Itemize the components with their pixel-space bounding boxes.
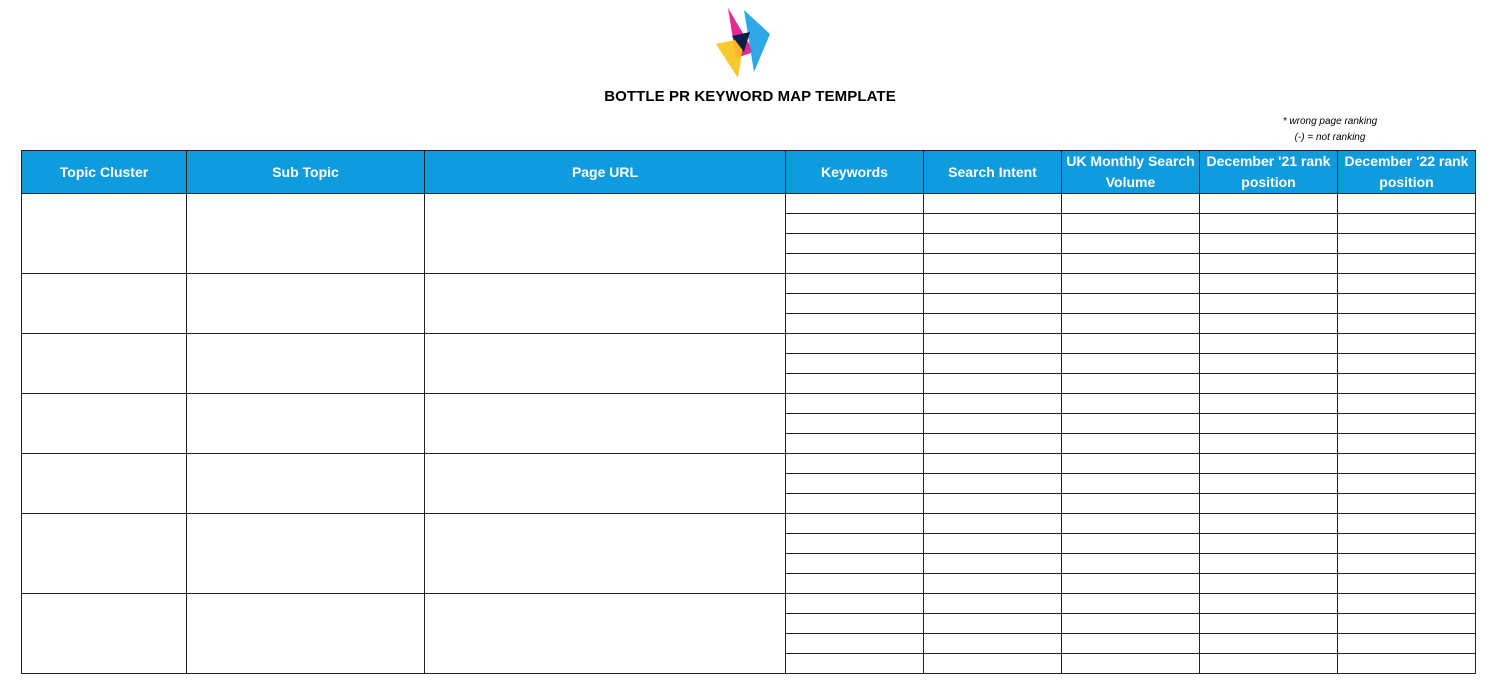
- rank-2021-cell[interactable]: [1200, 314, 1338, 334]
- keyword-cell[interactable]: [786, 454, 924, 474]
- rank-2021-cell[interactable]: [1200, 414, 1338, 434]
- rank-2022-cell[interactable]: [1338, 314, 1476, 334]
- search-volume-cell[interactable]: [1062, 214, 1200, 234]
- search-intent-cell[interactable]: [924, 394, 1062, 414]
- topic-cluster-cell[interactable]: [22, 454, 187, 514]
- header-keywords: Keywords: [786, 151, 924, 194]
- search-intent-cell[interactable]: [924, 294, 1062, 314]
- search-intent-cell[interactable]: [924, 574, 1062, 594]
- rank-2022-cell[interactable]: [1338, 454, 1476, 474]
- search-intent-cell[interactable]: [924, 514, 1062, 534]
- search-volume-cell[interactable]: [1062, 474, 1200, 494]
- rank-2022-cell[interactable]: [1338, 214, 1476, 234]
- rank-2021-cell[interactable]: [1200, 494, 1338, 514]
- rank-2022-cell[interactable]: [1338, 374, 1476, 394]
- header-search-intent: Search Intent: [924, 151, 1062, 194]
- search-volume-cell[interactable]: [1062, 274, 1200, 294]
- search-intent-cell[interactable]: [924, 414, 1062, 434]
- rank-2022-cell[interactable]: [1338, 634, 1476, 654]
- keyword-cell[interactable]: [786, 194, 924, 214]
- sub-topic-cell[interactable]: [187, 334, 425, 394]
- search-volume-cell[interactable]: [1062, 254, 1200, 274]
- rank-2021-cell[interactable]: [1200, 374, 1338, 394]
- keyword-map-table: [21, 150, 1476, 674]
- search-volume-cell[interactable]: [1062, 494, 1200, 514]
- rank-2021-cell[interactable]: [1200, 574, 1338, 594]
- keyword-cell[interactable]: [786, 234, 924, 254]
- search-intent-cell[interactable]: [924, 454, 1062, 474]
- legend-note-wrong-page: * wrong page ranking: [1282, 116, 1378, 127]
- legend-note-not-ranking: (-) = not ranking: [1294, 132, 1366, 143]
- search-intent-cell[interactable]: [924, 194, 1062, 214]
- keyword-cell[interactable]: [786, 534, 924, 554]
- rank-2021-cell[interactable]: [1200, 554, 1338, 574]
- keyword-cell[interactable]: [786, 554, 924, 574]
- keyword-cell[interactable]: [786, 374, 924, 394]
- table-row: [22, 454, 1476, 474]
- rank-2022-cell[interactable]: [1338, 234, 1476, 254]
- table-row: [22, 394, 1476, 414]
- keyword-cell[interactable]: [786, 394, 924, 414]
- topic-cluster-cell[interactable]: [22, 194, 187, 274]
- rank-2022-cell[interactable]: [1338, 354, 1476, 374]
- search-volume-cell[interactable]: [1062, 634, 1200, 654]
- rank-2022-cell[interactable]: [1338, 514, 1476, 534]
- rank-2022-cell[interactable]: [1338, 494, 1476, 514]
- search-volume-cell[interactable]: [1062, 194, 1200, 214]
- rank-2021-cell[interactable]: [1200, 354, 1338, 374]
- search-intent-cell[interactable]: [924, 494, 1062, 514]
- keyword-cell[interactable]: [786, 634, 924, 654]
- rank-2022-cell[interactable]: [1338, 254, 1476, 274]
- rank-2021-cell[interactable]: [1200, 434, 1338, 454]
- page-url-cell[interactable]: [425, 594, 786, 674]
- search-intent-cell[interactable]: [924, 594, 1062, 614]
- keyword-cell[interactable]: [786, 654, 924, 674]
- keyword-cell[interactable]: [786, 574, 924, 594]
- keyword-cell[interactable]: [786, 294, 924, 314]
- table-row: [22, 334, 1476, 354]
- page-url-cell[interactable]: [425, 394, 786, 454]
- rank-2022-cell[interactable]: [1338, 394, 1476, 414]
- keyword-cell[interactable]: [786, 414, 924, 434]
- table-row: [22, 514, 1476, 534]
- topic-cluster-cell[interactable]: [22, 514, 187, 594]
- header-december-22-rank: December '22 rank position: [1338, 151, 1476, 194]
- page-url-cell[interactable]: [425, 454, 786, 514]
- topic-cluster-cell[interactable]: [22, 394, 187, 454]
- header-december-21-rank: December '21 rank position: [1200, 151, 1338, 194]
- keyword-cell[interactable]: [786, 254, 924, 274]
- page-title: BOTTLE PR KEYWORD MAP TEMPLATE: [604, 88, 896, 105]
- keyword-cell[interactable]: [786, 334, 924, 354]
- search-volume-cell[interactable]: [1062, 334, 1200, 354]
- search-volume-cell[interactable]: [1062, 534, 1200, 554]
- keyword-cell[interactable]: [786, 514, 924, 534]
- rank-2022-cell[interactable]: [1338, 474, 1476, 494]
- rank-2022-cell[interactable]: [1338, 594, 1476, 614]
- header-row: [22, 151, 1476, 194]
- keyword-cell[interactable]: [786, 214, 924, 234]
- search-intent-cell[interactable]: [924, 554, 1062, 574]
- rank-2022-cell[interactable]: [1338, 574, 1476, 594]
- rank-2021-cell[interactable]: [1200, 254, 1338, 274]
- sub-topic-cell[interactable]: [187, 514, 425, 594]
- sub-topic-cell[interactable]: [187, 454, 425, 514]
- search-volume-cell[interactable]: [1062, 394, 1200, 414]
- keyword-map-body: [22, 194, 1476, 674]
- search-volume-cell[interactable]: [1062, 514, 1200, 534]
- table-row: [22, 274, 1476, 294]
- rank-2021-cell[interactable]: [1200, 454, 1338, 474]
- search-volume-cell[interactable]: [1062, 574, 1200, 594]
- search-intent-cell[interactable]: [924, 314, 1062, 334]
- sub-topic-cell[interactable]: [187, 594, 425, 674]
- rank-2022-cell[interactable]: [1338, 614, 1476, 634]
- rank-2022-cell[interactable]: [1338, 554, 1476, 574]
- rank-2021-cell[interactable]: [1200, 274, 1338, 294]
- topic-cluster-cell[interactable]: [22, 594, 187, 674]
- rank-2022-cell[interactable]: [1338, 294, 1476, 314]
- rank-2022-cell[interactable]: [1338, 194, 1476, 214]
- search-intent-cell[interactable]: [924, 474, 1062, 494]
- search-intent-cell[interactable]: [924, 654, 1062, 674]
- rank-2021-cell[interactable]: [1200, 594, 1338, 614]
- search-volume-cell[interactable]: [1062, 234, 1200, 254]
- topic-cluster-cell[interactable]: [22, 274, 187, 334]
- rank-2021-cell[interactable]: [1200, 234, 1338, 254]
- keyword-cell[interactable]: [786, 594, 924, 614]
- search-intent-cell[interactable]: [924, 614, 1062, 634]
- search-intent-cell[interactable]: [924, 334, 1062, 354]
- rank-2021-cell[interactable]: [1200, 534, 1338, 554]
- keyword-cell[interactable]: [786, 274, 924, 294]
- rank-2021-cell[interactable]: [1200, 614, 1338, 634]
- rank-2021-cell[interactable]: [1200, 394, 1338, 414]
- search-intent-cell[interactable]: [924, 234, 1062, 254]
- rank-2021-cell[interactable]: [1200, 194, 1338, 214]
- search-intent-cell[interactable]: [924, 534, 1062, 554]
- header-topic-cluster: Topic Cluster: [22, 151, 187, 194]
- search-volume-cell[interactable]: [1062, 454, 1200, 474]
- rank-2022-cell[interactable]: [1338, 534, 1476, 554]
- topic-cluster-cell[interactable]: [22, 334, 187, 394]
- sub-topic-cell[interactable]: [187, 194, 425, 274]
- sub-topic-cell[interactable]: [187, 274, 425, 334]
- search-intent-cell[interactable]: [924, 434, 1062, 454]
- rank-2021-cell[interactable]: [1200, 294, 1338, 314]
- search-volume-cell[interactable]: [1062, 654, 1200, 674]
- search-intent-cell[interactable]: [924, 634, 1062, 654]
- keyword-cell[interactable]: [786, 314, 924, 334]
- page-url-cell[interactable]: [425, 334, 786, 394]
- table-row: [22, 194, 1476, 214]
- rank-2021-cell[interactable]: [1200, 654, 1338, 674]
- search-volume-cell[interactable]: [1062, 594, 1200, 614]
- bottle-pr-logo: [714, 8, 772, 78]
- rank-2021-cell[interactable]: [1200, 634, 1338, 654]
- search-volume-cell[interactable]: [1062, 614, 1200, 634]
- search-volume-cell[interactable]: [1062, 414, 1200, 434]
- search-intent-cell[interactable]: [924, 354, 1062, 374]
- keyword-cell[interactable]: [786, 354, 924, 374]
- search-volume-cell[interactable]: [1062, 354, 1200, 374]
- search-volume-cell[interactable]: [1062, 314, 1200, 334]
- keyword-cell[interactable]: [786, 614, 924, 634]
- page-url-cell[interactable]: [425, 274, 786, 334]
- rank-2022-cell[interactable]: [1338, 274, 1476, 294]
- rank-2021-cell[interactable]: [1200, 514, 1338, 534]
- search-volume-cell[interactable]: [1062, 294, 1200, 314]
- rank-2021-cell[interactable]: [1200, 334, 1338, 354]
- header-page-url: Page URL: [425, 151, 786, 194]
- rank-2021-cell[interactable]: [1200, 214, 1338, 234]
- rank-2022-cell[interactable]: [1338, 434, 1476, 454]
- search-intent-cell[interactable]: [924, 214, 1062, 234]
- search-intent-cell[interactable]: [924, 274, 1062, 294]
- search-volume-cell[interactable]: [1062, 374, 1200, 394]
- header-uk-monthly-search-volume: UK Monthly Search Volume: [1062, 151, 1200, 194]
- rank-2021-cell[interactable]: [1200, 474, 1338, 494]
- search-volume-cell[interactable]: [1062, 554, 1200, 574]
- page-url-cell[interactable]: [425, 514, 786, 594]
- header-sub-topic: Sub Topic: [187, 151, 425, 194]
- search-intent-cell[interactable]: [924, 254, 1062, 274]
- keyword-cell[interactable]: [786, 474, 924, 494]
- search-volume-cell[interactable]: [1062, 434, 1200, 454]
- rank-2022-cell[interactable]: [1338, 654, 1476, 674]
- sub-topic-cell[interactable]: [187, 394, 425, 454]
- rank-2022-cell[interactable]: [1338, 414, 1476, 434]
- keyword-cell[interactable]: [786, 494, 924, 514]
- keyword-cell[interactable]: [786, 434, 924, 454]
- table-row: [22, 594, 1476, 614]
- page-url-cell[interactable]: [425, 194, 786, 274]
- search-intent-cell[interactable]: [924, 374, 1062, 394]
- rank-2022-cell[interactable]: [1338, 334, 1476, 354]
